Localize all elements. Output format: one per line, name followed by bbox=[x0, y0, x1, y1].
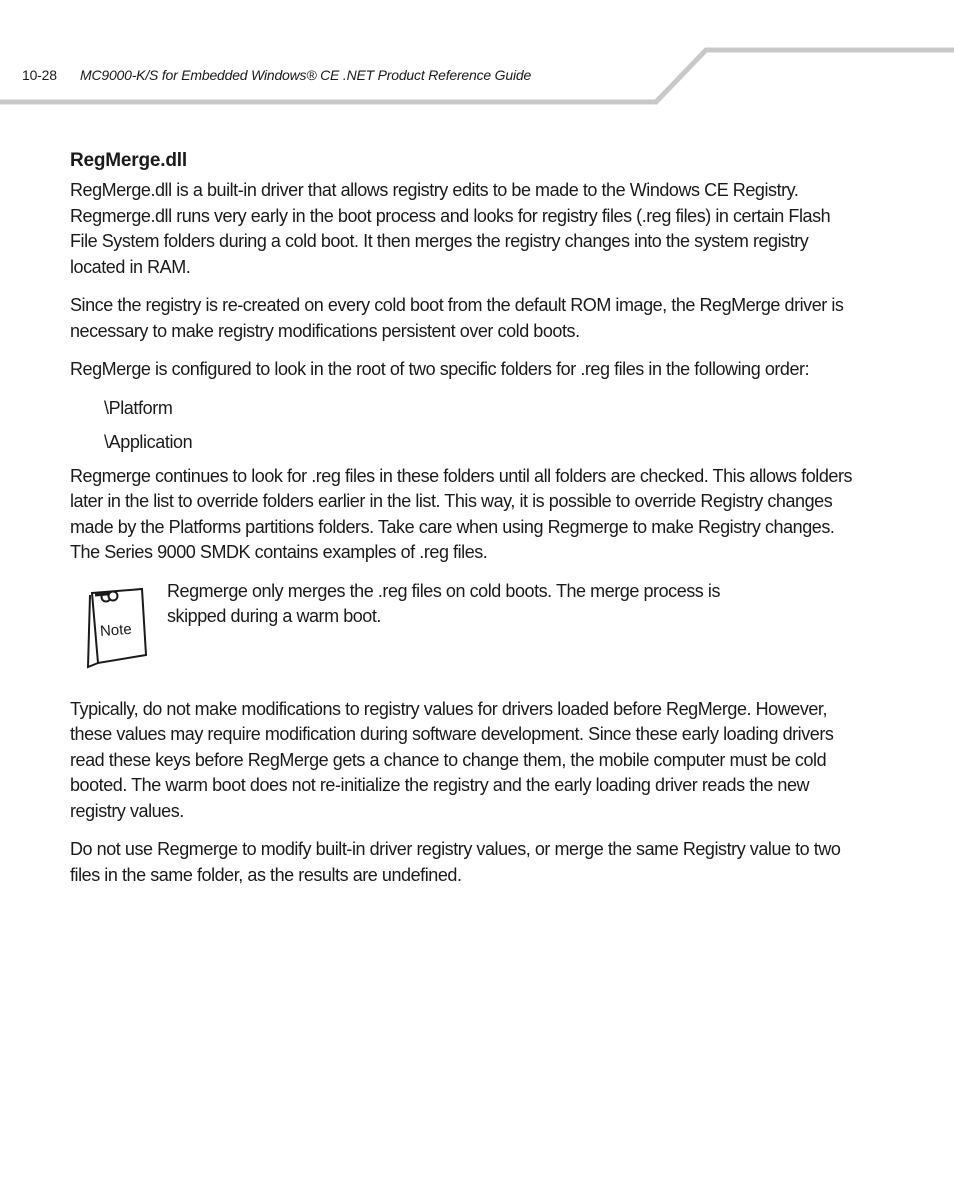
note-icon bbox=[80, 585, 150, 669]
main-content bbox=[70, 150, 860, 901]
note-icon-label: Note bbox=[99, 620, 133, 640]
document-title: MC9000-K/S for Embedded Windows® CE .NET Product Reference Guide bbox=[80, 67, 532, 83]
page-header bbox=[0, 0, 954, 110]
header-rule-graphic bbox=[0, 0, 954, 110]
note-text: Regmerge only merges the .reg files on cold boots. The merge process is skipped during a warm boot. bbox=[167, 580, 721, 626]
section-heading: RegMerge.dll bbox=[70, 150, 187, 171]
folder-platform: \Platform bbox=[104, 397, 173, 418]
paragraph-closing-2: Do not use Regmerge to modify built-in driver registry values, or merge the same Registry value to two files in the same folder, as the results are undefined. bbox=[70, 839, 841, 885]
paragraph-intro-1: RegMerge.dll is a built-in driver that allows registry edits to be made to the Windows CE Registry. Regmerge.dll runs very early in the boot process and looks for registry files (.reg files) in certain Flash File System folders during a cold boot. It then merges the registry changes into the system registry located in RAM. bbox=[70, 180, 831, 277]
note-callout bbox=[70, 579, 860, 697]
page-number: 10-28 bbox=[22, 67, 57, 83]
folder-application: \Application bbox=[104, 431, 193, 452]
paragraph-closing-1: Typically, do not make modifications to registry values for drivers loaded before RegMerge. However, these values may require modification during software development. Since these early loading drivers read these keys before RegMerge gets a chance to change them, the mobile computer must be cold booted. The warm boot does not re-initialize the registry and the early loading driver reads the new registry values. bbox=[70, 698, 834, 821]
paragraph-folder-order: Regmerge continues to look for .reg files in these folders until all folders are checked. This allows folders later in the list to override folders earlier in the list. This way, it is possible to override Registry changes made by the Platforms partitions folders. Take care when using Regmerge to make Registry changes. The Series 9000 SMDK contains examples of .reg files. bbox=[70, 465, 853, 562]
paragraph-intro-3: RegMerge is configured to look in the root of two specific folders for .reg files in the following order: bbox=[70, 359, 810, 379]
paragraph-intro-2: Since the registry is re-created on every cold boot from the default ROM image, the RegMerge driver is necessary to make registry modifications persistent over cold boots. bbox=[70, 295, 844, 341]
